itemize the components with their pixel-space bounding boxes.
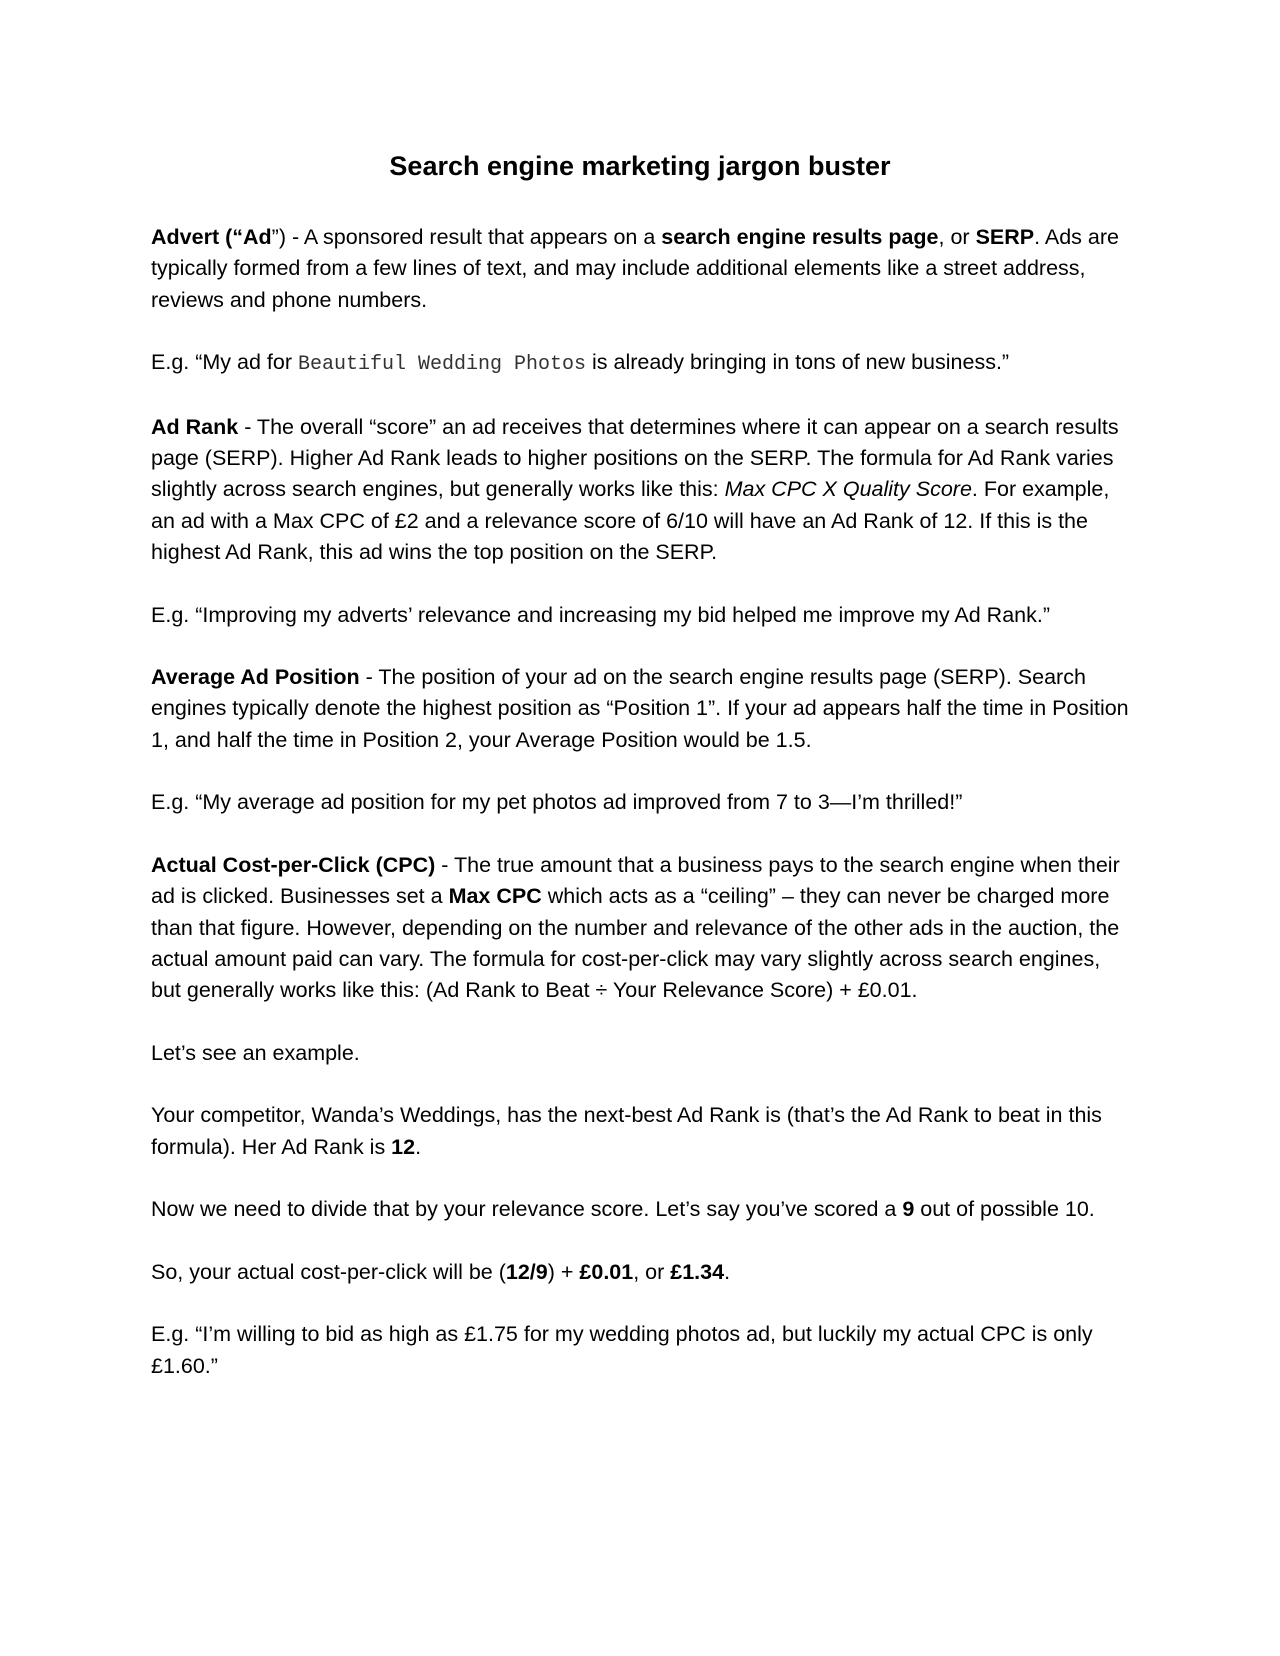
ad-rank-formula: Max CPC X Quality Score	[724, 477, 972, 502]
cpc-increment: £0.01	[579, 1259, 634, 1284]
serp-abbreviation: SERP	[975, 225, 1035, 249]
divide-text: Now we need to divide that by your relevance score. Let’s say you’ve scored a	[151, 1197, 903, 1222]
advert-term	[151, 225, 272, 249]
ad-rank-example: E.g. “Improving my adverts’ relevance and increasing my bid helped me improve my Ad Rank.”	[151, 602, 1051, 627]
actual-cpc-example: E.g. “I’m willing to bid as high as £1.75 for my wedding photos ad, but luckily my actual CPC is only £1.60.”	[151, 1322, 1093, 1378]
advert-term-label: Advert (“Ad	[151, 225, 272, 249]
actual-cpc-definition-end: which acts as a “ceiling” – they can never be charged more than that figure. However, depending on the number and relevance of the other ads in the auction, the actual amount paid can vary. The formula for cost-per-click may vary slightly across search engines, but generally works like this: (Ad Rank to Beat ÷ Your Relevance Score) + £0.01.	[151, 884, 1120, 1003]
competitor-paragraph	[151, 1100, 1131, 1163]
ad-rank-definition-rest: . For example, an ad with a Max CPC of £2 and a relevance score of 6/10 will have an Ad Rank of 12. If this is the highest Ad Rank, this ad wins the top position on the SERP.	[151, 477, 1110, 564]
relevance-score-value: 9	[902, 1197, 915, 1222]
actual-cpc-term: Actual Cost-per-Click (CPC)	[151, 852, 436, 877]
avg-position-definition	[151, 662, 1131, 756]
cpc-formula: 12/9	[505, 1259, 548, 1284]
page-title: Search engine marketing jargon buster	[389, 151, 891, 181]
actual-cpc-definition-start: - The true amount that a business pays to the search engine when their ad is clicked. Businesses set a	[151, 852, 1120, 909]
avg-position-term: Average Ad Position	[151, 665, 360, 690]
ad-rank-definition	[151, 412, 1131, 568]
cpc-result-start: So, your actual cost-per-click will be (	[151, 1259, 506, 1284]
divide-end: out of possible 10.	[914, 1197, 1095, 1222]
ad-rank-definition-text: - The overall “score” an ad receives that determines where it can appear on a search results page (SERP). Higher Ad Rank leads to higher positions on the SERP. The formula for Ad Rank varies slightly across search engines, but generally works like this:	[151, 414, 1119, 502]
advert-example-start: E.g. “My ad for	[151, 350, 298, 375]
advert-example-ad-name: Beautiful Wedding Photos	[297, 353, 587, 377]
competitor-end: .	[415, 1134, 422, 1159]
advert-mid-text: , or	[938, 225, 976, 249]
serp-bold-term: search engine results page	[661, 225, 939, 249]
cpc-result-end: .	[724, 1259, 731, 1284]
ad-rank-term: Ad Rank	[151, 414, 239, 439]
advert-example-end: is already bringing in tons of new business.”	[586, 350, 1010, 375]
advert-example	[151, 347, 1131, 380]
divide-paragraph	[151, 1194, 1131, 1225]
competitor-text: Your competitor, Wanda’s Weddings, has the next-best Ad Rank is (that’s the Ad Rank to beat in this formula). Her Ad Rank is	[151, 1103, 1102, 1159]
cpc-result-mid: ) +	[547, 1259, 580, 1284]
advert-definition-text: - A sponsored result that appears on a	[285, 225, 662, 249]
cpc-result-value: £1.34	[670, 1259, 725, 1284]
avg-position-example: E.g. “My average ad position for my pet photos ad improved from 7 to 3—I’m thrilled!”	[151, 790, 963, 815]
cpc-result-paragraph	[151, 1257, 1131, 1288]
competitor-ad-rank: 12	[391, 1134, 416, 1159]
actual-cpc-definition	[151, 850, 1131, 1006]
advert-term-tail: ”)	[271, 225, 286, 249]
cpc-result-or: , or	[633, 1259, 671, 1284]
advert-definition	[151, 222, 1131, 316]
avg-position-definition-text: - The position of your ad on the search engine results page (SERP). Search engines typically denote the highest position as “Position 1”. If your ad appears half the time in Position 1, and half the time in Position 2, your Average Position would be 1.5.	[151, 665, 1129, 752]
max-cpc-term: Max CPC	[448, 884, 542, 909]
lets-see-example: Let’s see an example.	[151, 1040, 360, 1065]
advert-definition-rest: . Ads are typically formed from a few lines of text, and may include additional elements like a street address, reviews and phone numbers.	[151, 225, 1119, 312]
document-body	[151, 222, 1131, 1413]
